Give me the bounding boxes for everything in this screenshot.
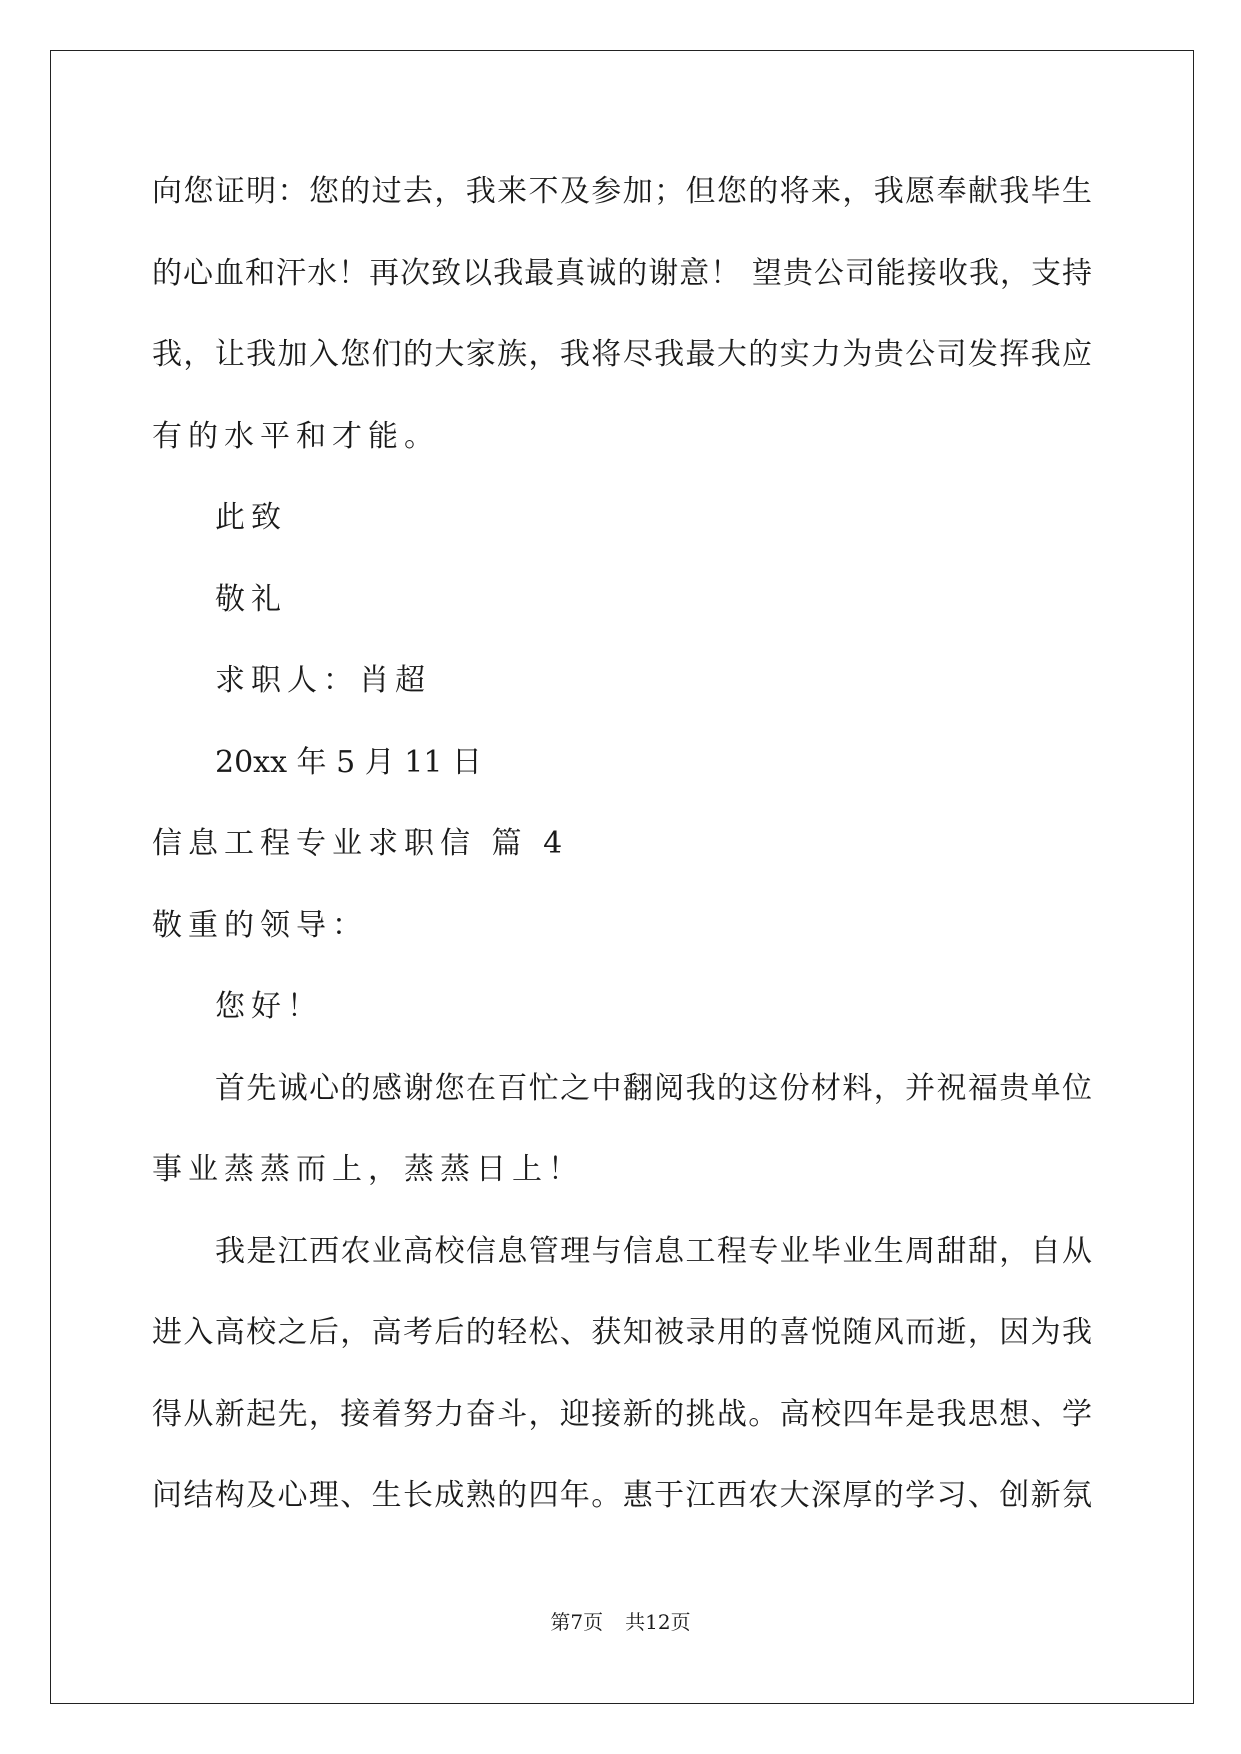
text-line: 首先诚心的感谢您在百忙之中翻阅我的这份材料，并祝福贵单位 — [215, 1070, 1092, 1106]
document-body — [152, 162, 1092, 1548]
signature-line: 求职人：肖超 — [215, 663, 431, 698]
text-line: 我，让我加入您们的大家族，我将尽我最大的实力为贵公司发挥我应 — [152, 337, 1092, 372]
salutation-regards: 敬礼 — [215, 581, 287, 617]
page-total: 共12页 — [625, 1610, 691, 1634]
salutation-closing: 此致 — [215, 500, 287, 535]
greeting-hello: 您好！ — [215, 989, 323, 1024]
text-line: 问结构及心理、生长成熟的四年。惠于江西农大深厚的学习、创新氛 — [152, 1478, 1092, 1513]
text-line: 的心血和汗水！再次致以我最真诚的谢意！ 望贵公司能接收我，支持 — [152, 255, 1092, 291]
text-line: 得从新起先，接着努力奋斗，迎接新的挑战。高校四年是我思想、学 — [152, 1396, 1092, 1432]
text-line: 向您证明：您的过去，我来不及参加；但您的将来，我愿奉献我毕生 — [152, 174, 1092, 209]
page-number: 第7页 — [550, 1610, 604, 1634]
text-line: 事业蒸蒸而上，蒸蒸日上！ — [152, 1152, 584, 1187]
date-line: 20xx 年 5 月 11 日 — [215, 744, 482, 780]
page-footer — [0, 1608, 1241, 1636]
text-line: 我是江西农业高校信息管理与信息工程专业毕业生周甜甜，自从 — [215, 1233, 1092, 1269]
text-line: 进入高校之后，高考后的轻松、获知被录用的喜悦随风而逝，因为我 — [152, 1315, 1092, 1350]
greeting-line: 敬重的领导： — [152, 907, 368, 943]
text-line: 有的水平和才能。 — [152, 418, 440, 454]
section-heading: 信息工程专业求职信 篇 4 — [152, 826, 569, 861]
